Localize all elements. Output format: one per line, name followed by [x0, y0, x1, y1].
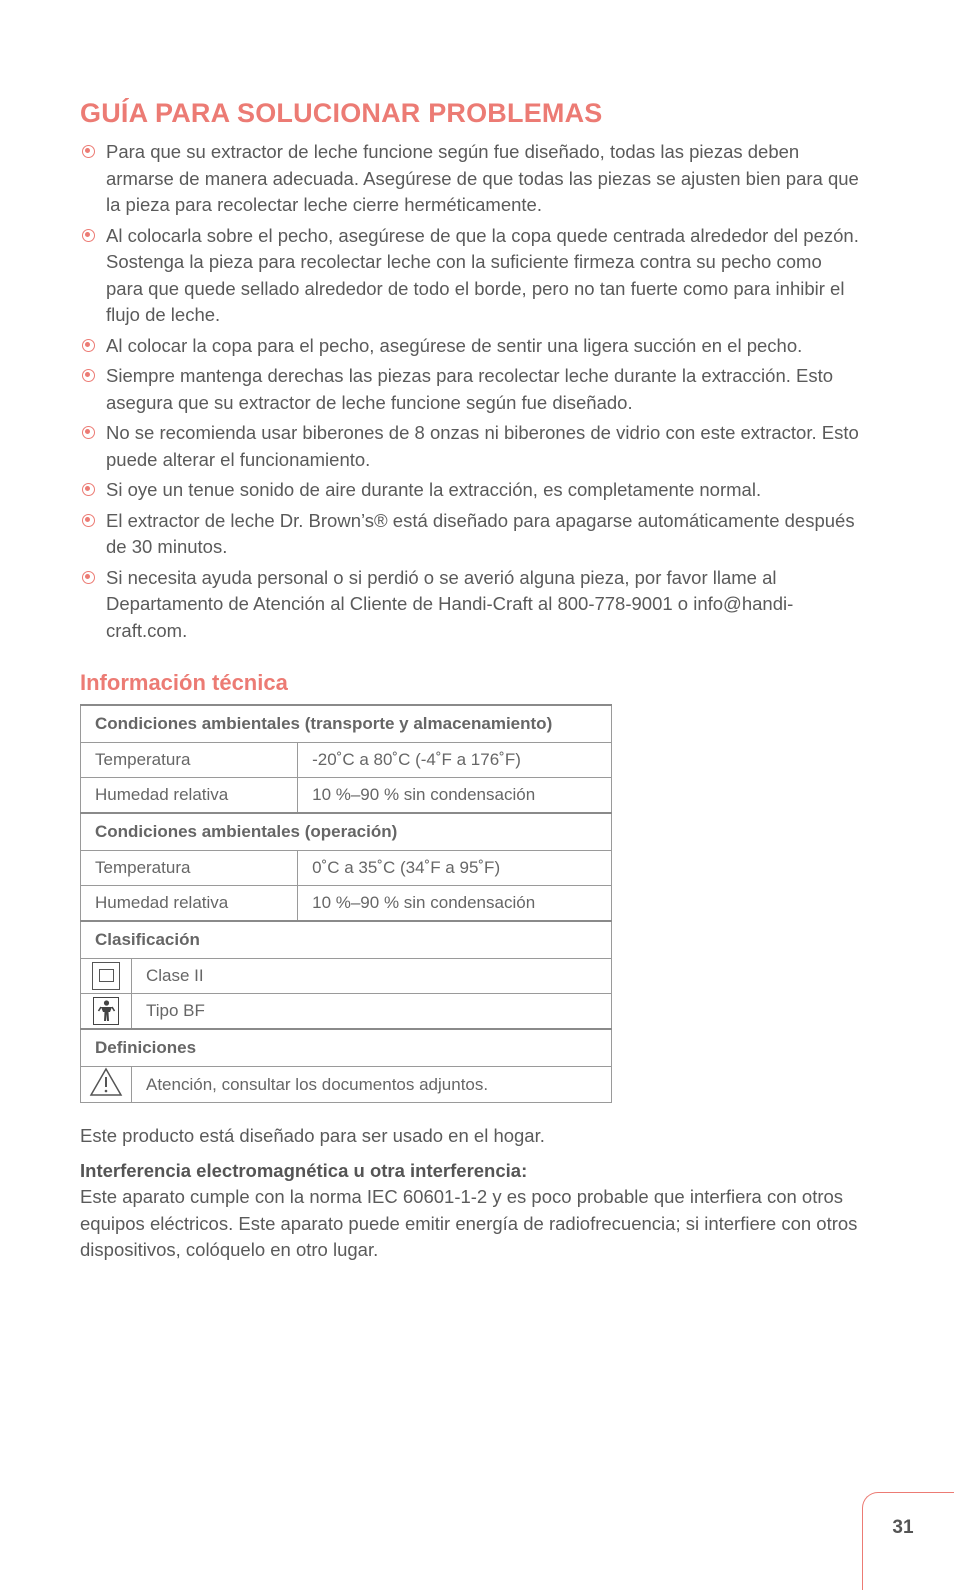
table-row: Tipo BF: [81, 994, 612, 1030]
list-item: Si necesita ayuda personal o si perdió o se averió alguna pieza, por favor llame al Departamento de Atención al Cliente de Handi-Craft al 800-778-9001 o info@handi-craft.com.: [80, 565, 860, 645]
list-item: El extractor de leche Dr. Brown’s® está diseñado para apagarse automáticamente después de 30 minutos.: [80, 508, 860, 561]
page-title: GUÍA PARA SOLUCIONAR PROBLEMAS: [80, 98, 603, 128]
home-use-note: Este producto está diseñado para ser usado en el hogar.: [80, 1125, 545, 1146]
page-content: [80, 98, 860, 1264]
target-bullet-icon: [82, 145, 95, 158]
table-row: Clase II: [81, 959, 612, 994]
page-number-tab: [862, 1492, 954, 1590]
tech-info-heading: Información técnica: [80, 670, 288, 695]
tech-spec-table: [80, 704, 612, 1103]
table-section-header: Condiciones ambientales (transporte y almacenamiento): [81, 705, 612, 743]
table-row: Humedad relativa 10 %–90 % sin condensación: [81, 886, 612, 922]
page-number: 31: [892, 1517, 914, 1538]
table-row: Atención, consultar los documentos adjuntos.: [81, 1067, 612, 1103]
list-item: Siempre mantenga derechas las piezas para recolectar leche durante la extracción. Esto asegura que su extractor de leche funcione según fue diseñado.: [80, 363, 860, 416]
list-item: Al colocar la copa para el pecho, asegúrese de sentir una ligera succión en el pecho.: [80, 333, 860, 360]
troubleshooting-list: [80, 139, 860, 644]
target-bullet-icon: [82, 339, 95, 352]
class-ii-symbol-icon: [92, 962, 120, 990]
target-bullet-icon: [82, 229, 95, 242]
emi-body: Este aparato cumple con la norma IEC 60601-1-2 y es poco probable que interfiera con otros equipos eléctricos. Este aparato puede emitir energía de radiofrecuencia; si interfiere con otros dispositivos, colóquelo en otro lugar.: [80, 1186, 858, 1260]
warning-triangle-icon: [89, 1067, 123, 1102]
type-bf-symbol-icon: [93, 997, 119, 1025]
emi-title: Interferencia electromagnética u otra interferencia:: [80, 1159, 528, 1181]
target-bullet-icon: [82, 483, 95, 496]
table-section-header: Clasificación: [81, 921, 612, 959]
table-section-header: Definiciones: [81, 1029, 612, 1067]
target-bullet-icon: [82, 369, 95, 382]
list-item: Si oye un tenue sonido de aire durante la extracción, es completamente normal.: [80, 477, 860, 504]
footnotes: [80, 1123, 860, 1264]
table-row: Temperatura -20˚C a 80˚C (-4˚F a 176˚F): [81, 743, 612, 778]
list-item: No se recomienda usar biberones de 8 onzas ni biberones de vidrio con este extractor. Esto puede alterar el funcionamiento.: [80, 420, 860, 473]
table-row: Humedad relativa 10 %–90 % sin condensación: [81, 778, 612, 814]
target-bullet-icon: [82, 426, 95, 439]
target-bullet-icon: [82, 571, 95, 584]
table-row: Temperatura 0˚C a 35˚C (34˚F a 95˚F): [81, 851, 612, 886]
target-bullet-icon: [82, 514, 95, 527]
list-item: Al colocarla sobre el pecho, asegúrese de que la copa quede centrada alrededor del pezón. Sostenga la pieza para recolectar leche con la suficiente firmeza contra su pecho como para que quede sellado alrededor de todo el borde, pero no tan fuerte como para inhibir el flujo de leche.: [80, 223, 860, 329]
list-item: Para que su extractor de leche funcione según fue diseñado, todas las piezas deben armarse de manera adecuada. Asegúrese de que todas las piezas se ajusten bien para que la pieza para recolectar leche cierre herméticamente.: [80, 139, 860, 219]
table-section-header: Condiciones ambientales (operación): [81, 813, 612, 851]
